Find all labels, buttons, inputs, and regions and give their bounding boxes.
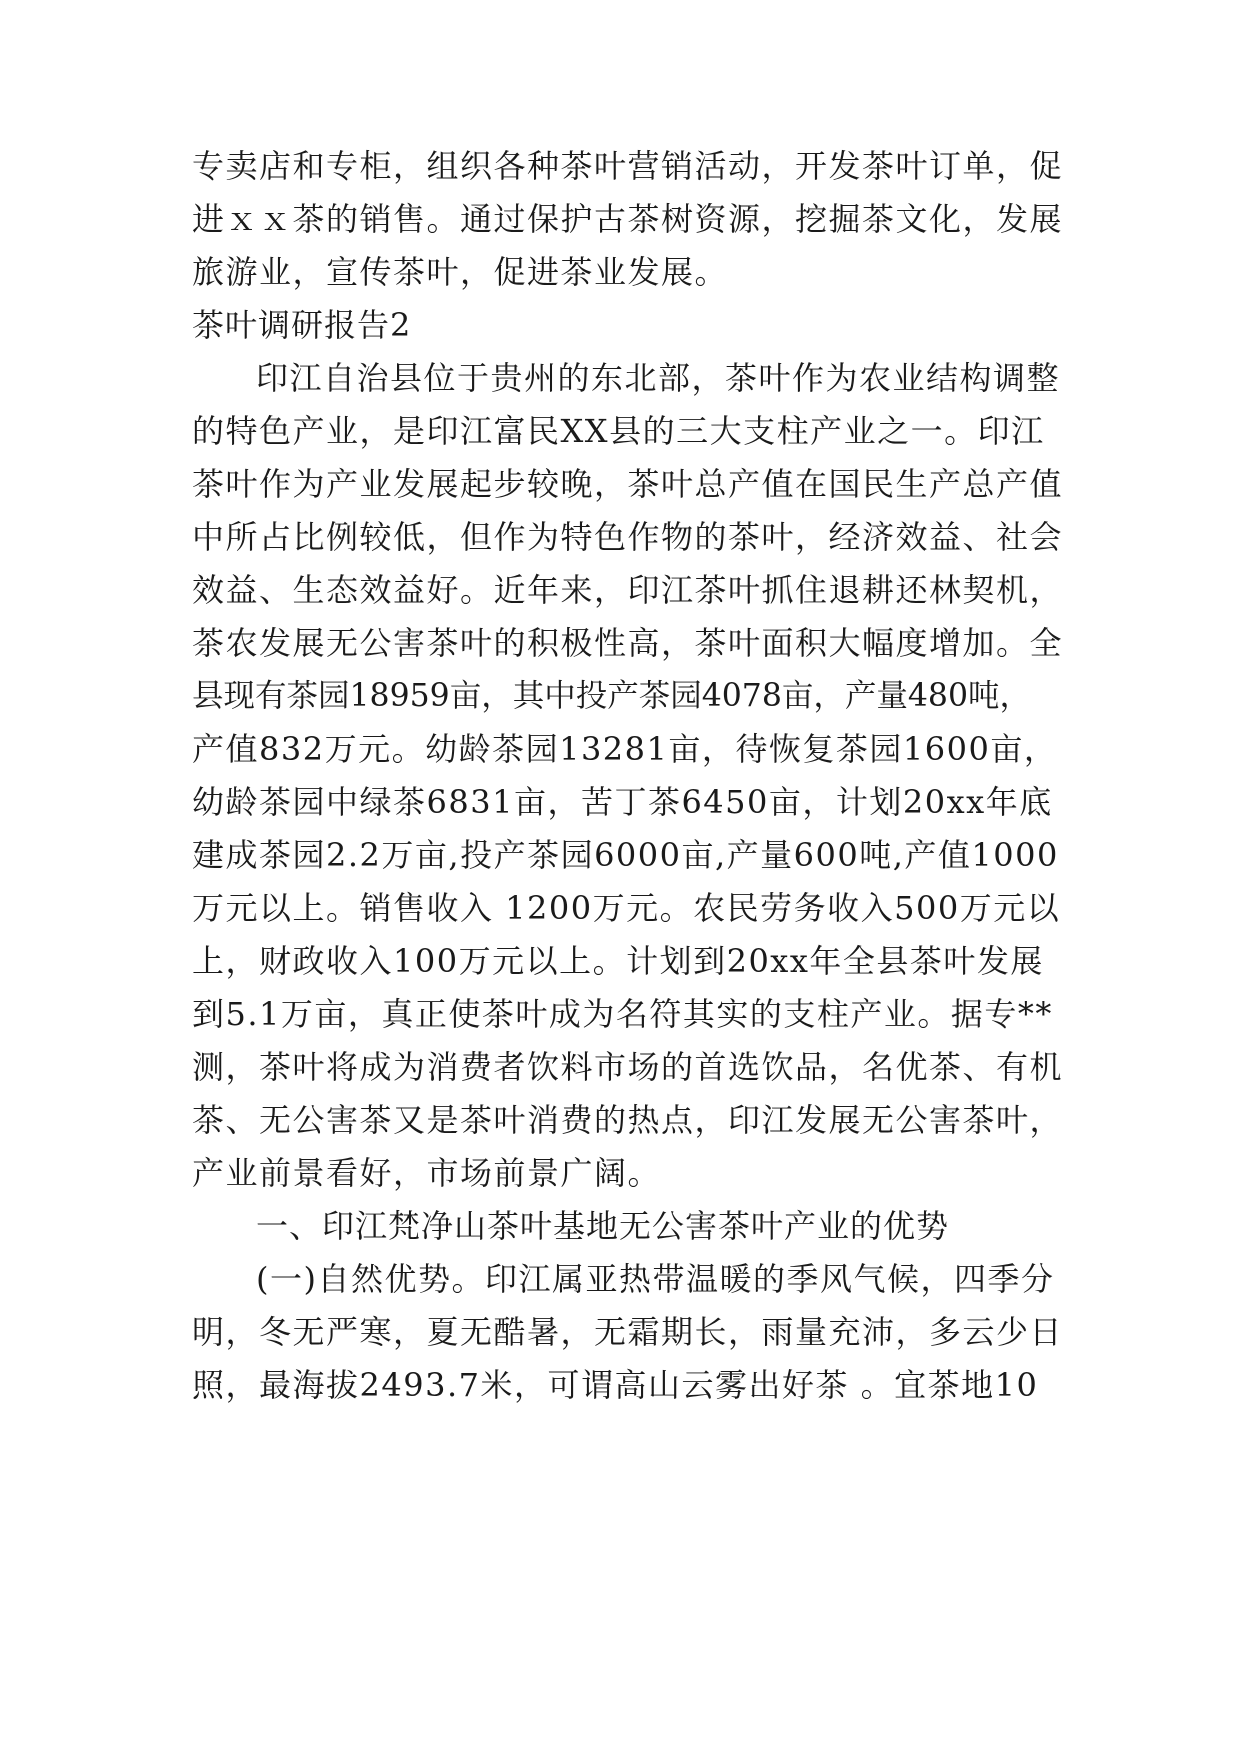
paragraph-line: 中所占比例较低，但作为特色作物的茶叶，经济效益、社会	[192, 518, 1064, 556]
paragraph-line: 到5.1万亩，真正使茶叶成为名符其实的支柱产业。据专**	[192, 995, 1053, 1033]
paragraph-line: 产业前景看好，市场前景广阔。	[192, 1154, 662, 1192]
section-title: 茶叶调研报告2	[192, 306, 412, 344]
paragraph-line: 进ｘｘ茶的销售。通过保护古茶树资源，挖掘茶文化，发展	[192, 200, 1064, 238]
paragraph-line: 茶叶作为产业发展起步较晚，茶叶总产值在国民生产总产值	[192, 465, 1064, 503]
paragraph-line: 上，财政收入100万元以上。计划到20xx年全县茶叶发展	[192, 942, 1044, 980]
paragraph-line: 照，最海拔2493.7米，可谓高山云雾出好茶 。宜茶地10	[192, 1366, 1039, 1404]
paragraph-line: 产值832万元。幼龄茶园13281亩，待恢复茶园1600亩，	[192, 730, 1058, 768]
paragraph-line: (一)自然优势。印江属亚热带温暖的季风气候，四季分	[256, 1260, 1055, 1298]
paragraph-line: 的特色产业，是印江富民XX县的三大支柱产业之一。印江	[192, 412, 1045, 450]
paragraph-line: 旅游业，宣传茶叶，促进茶业发展。	[192, 253, 729, 291]
paragraph-line: 效益、生态效益好。近年来，印江茶叶抓住退耕还林契机，	[192, 571, 1064, 609]
paragraph-line: 茶农发展无公害茶叶的积极性高，茶叶面积大幅度增加。全	[192, 624, 1064, 662]
paragraph-line: 建成茶园2.2万亩,投产茶园6000亩,产量600吨,产值1000	[192, 836, 1059, 874]
paragraph-line: 幼龄茶园中绿茶6831亩，苦丁茶6450亩，计划20xx年底	[192, 783, 1053, 821]
paragraph-line: 茶、无公害茶又是茶叶消费的热点，印江发展无公害茶叶，	[192, 1101, 1064, 1139]
paragraph-line: 明，冬无严寒，夏无酷暑，无霜期长，雨量充沛，多云少日	[192, 1313, 1064, 1351]
paragraph-line: 县现有茶园18959亩，其中投产茶园4078亩，产量480吨，	[192, 678, 1031, 714]
paragraph-line: 印江自治县位于贵州的东北部，茶叶作为农业结构调整	[256, 359, 1061, 397]
section-heading: 一、印江梵净山茶叶基地无公害茶叶产业的优势	[256, 1207, 950, 1245]
paragraph-line: 万元以上。销售收入 1200万元。农民劳务收入500万元以	[192, 889, 1061, 927]
paragraph-line: 专卖店和专柜，组织各种茶叶营销活动，开发茶叶订单，促	[192, 147, 1064, 185]
paragraph-line: 测，茶叶将成为消费者饮料市场的首选饮品，名优茶、有机	[192, 1048, 1064, 1086]
